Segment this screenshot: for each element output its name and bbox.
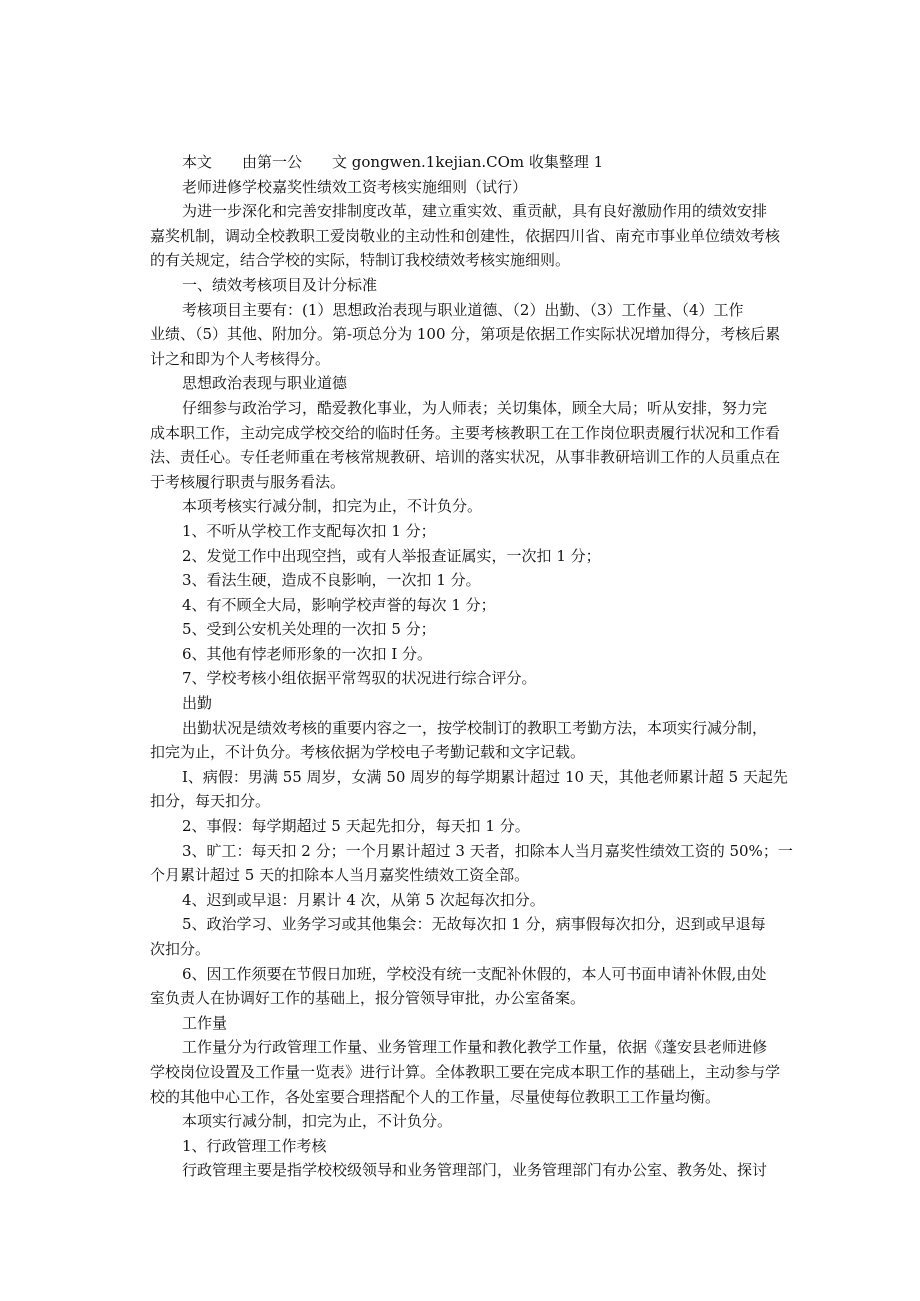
paragraph [150,396,790,494]
paragraph [150,814,790,839]
paragraph-line: 仔细参与政治学习，酷爱教化事业，为人师表；关切集体，顾全大局；听从安排，努力完 [182,398,768,417]
paragraph [150,1109,790,1134]
paragraph-line: 2、事假：每学期超过 5 天起先扣分，每天扣 1 分。 [182,817,530,836]
paragraph-line: 出勤 [182,694,213,713]
paragraph [150,666,790,691]
paragraph [150,273,790,298]
paragraph [150,691,790,716]
paragraph [150,494,790,519]
paragraph-line: 2、发觉工作中出现空挡，或有人举报查证属实，一次扣 1 分； [182,546,601,565]
paragraph [150,912,790,961]
paragraph-line: 计之和即为个人考核得分。 [150,349,331,368]
paragraph [150,199,790,273]
paragraph-line: 校的其他中心工作，各处室要合理搭配个人的工作量，尽量使每位教职工工作量均衡。 [150,1087,721,1106]
paragraph [150,716,790,765]
paragraph-line: 工作量 [182,1013,228,1032]
paragraph-line: 室负责人在协调好工作的基础上，报分管领导审批，办公室备案。 [150,989,586,1008]
paragraph-line: 的有关规定，结合学校的实际，特制订我校绩效考核实施细则。 [150,251,571,270]
paragraph [150,839,793,888]
paragraph [150,765,790,814]
paragraph [150,544,790,569]
paragraph-line: 4、有不顾全大局，影响学校声誉的每次 1 分； [182,595,496,614]
paragraph-line: 4、迟到或早退：月累计 4 次，从第 5 次起每次扣分。 [182,890,545,909]
paragraph [150,1035,790,1109]
paragraph-line: I、病假：男满 55 周岁，女满 50 周岁的每学期累计超过 10 天，其他老师累计超 5 天起先 [182,767,788,786]
paragraph-line: 3、旷工：每天扣 2 分；一个月累计超过 3 天者，扣除本人当月嘉奖性绩效工资的 50%；一 [182,841,793,860]
paragraph-line: 工作量分为行政管理工作量、业务管理工作量和教化教学工作量，依据《蓬安县老师进修 [182,1038,768,1057]
paragraph-line: 本项考核实行减分制，扣完为止，不计负分。 [182,497,483,516]
paragraph-line: 6、其他有悖老师形象的一次扣 I 分。 [182,644,433,663]
paragraph [150,568,790,593]
paragraph-line: 一、绩效考核项目及计分标准 [182,275,378,294]
header-note: 本文 由第一公 文 gongwen.1kejian.COm 收集整理 1 [182,153,604,171]
paragraph [150,1134,790,1159]
paragraph-line: 个月累计超过 5 天的扣除本人当月嘉奖性绩效工资全部。 [150,866,530,885]
paragraph [150,617,790,642]
paragraph [150,1158,790,1183]
paragraph-line: 业绩、（5）其他、附加分。第-项总分为 100 分，第项是依据工作实际状况增加得分，考核后累 [150,325,781,344]
paragraph [150,962,790,1011]
paragraph [150,642,790,667]
paragraph [150,593,790,618]
paragraph-line: 5、受到公安机关处理的一次扣 5 分； [182,620,436,639]
paragraph-line: 1、行政管理工作考核 [182,1136,327,1155]
paragraph [150,298,790,372]
paragraph [150,371,790,396]
paragraph [150,888,790,913]
paragraph-line: 7、学校考核小组依据平常驾驭的状况进行综合评分。 [182,669,537,688]
paragraph-line: 扣完为止，不计负分。考核依据为学校电子考勤记载和文字记载。 [150,743,586,762]
paragraph-line: 次扣分。 [150,940,211,958]
paragraph-line: 于考核履行职责与服务看法。 [150,472,346,491]
paragraph-line: 学校岗位设置及工作量一览表》进行计算。全体教职工要在完成本职工作的基础上，主动参与学 [150,1062,781,1081]
paragraph-line: 出勤状况是绩效考核的重要内容之一，按学校制订的教职工考勤方法，本项实行减分制， [182,718,768,737]
paragraph-line: 成本职工作，主动完成学校交给的临时任务。主要考核教职工在工作岗位职责履行状况和工作看 [150,423,781,442]
paragraph [150,1011,790,1036]
paragraph-line: 考核项目主要有：(1）思想政治表现与职业道德、（2）出勤、（3）工作量、（4）工作 [182,300,744,319]
paragraph-line: 嘉奖机制，调动全校教职工爱岗敬业的主动性和创建性，依据四川省、南充市事业单位绩效考核 [150,226,781,245]
document-body [150,150,793,1183]
document-title: 老师进修学校嘉奖性绩效工资考核实施细则（试行） [182,177,528,196]
paragraph-line: 为进一步深化和完善安排制度改革，建立重实效、重贡献，具有良好激励作用的绩效安排 [182,202,768,221]
paragraph-line: 扣分，每天扣分。 [150,792,271,811]
paragraph-line: 6、因工作须要在节假日加班，学校没有统一支配补休假的，本人可书面申请补休假,由处 [182,964,767,983]
paragraph-list [150,199,793,1183]
paragraph-line: 思想政治表现与职业道德 [182,374,348,393]
paragraph-line: 法、责任心。专任老师重在考核常规教研、培训的落实状况，从事非教研培训工作的人员重点在 [150,448,781,467]
paragraph-line: 1、不听从学校工作支配每次扣 1 分； [182,521,436,540]
paragraph-line: 5、政治学习、业务学习或其他集会：无故每次扣 1 分，病事假每次扣分，迟到或早退每 [182,915,766,934]
paragraph-line: 行政管理主要是指学校校级领导和业务管理部门，业务管理部门有办公室、教务处、探讨 [182,1161,768,1180]
paragraph [150,519,790,544]
paragraph-line: 本项实行减分制，扣完为止，不计负分。 [182,1112,453,1131]
paragraph-line: 3、看法生硬，造成不良影响，一次扣 1 分。 [182,571,481,590]
